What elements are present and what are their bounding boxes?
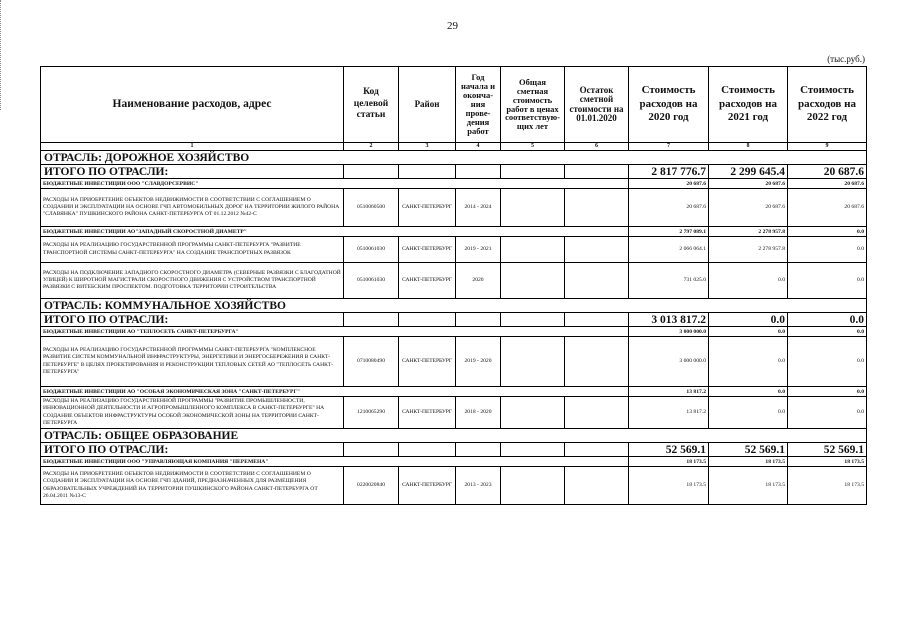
expense-years: 2019 - 2021 — [456, 237, 501, 263]
expense-years: 2014 - 2024 — [456, 189, 501, 227]
column-number: 9 — [788, 143, 867, 151]
expenses-table — [40, 66, 867, 505]
section-title: ОТРАСЛЬ: ОБЩЕЕ ОБРАЗОВАНИЕ — [41, 429, 867, 443]
empty-cell — [565, 165, 629, 179]
section-title: ОТРАСЛЬ: ДОРОЖНОЕ ХОЗЯЙСТВО — [41, 151, 867, 165]
expense-text: РАСХОДЫ НА ПОДКЛЮЧЕНИЕ ЗАПАДНОГО СКОРОСТНОГО ДИАМЕТРА (СЕВЕРНЫЕ РАЗВЯЗКИ С БЛАГОДАТНОЙ УЛИЦЕЙ) К ШИРОТНОЙ МАГИСТРАЛИ СКОРОСТНОГО ДВИЖЕНИЯ С УСТРОЙСТВОМ ТРАНСПОРТНОЙ РАЗВЯЗКИ С ВИТЕБСКИМ ПРОСПЕКТОМ. ПОДГОТОВКА ТЕРРИТОРИИ СТРОИТЕЛЬСТВА — [41, 263, 344, 299]
col-code-header: Код целевой статьи — [344, 67, 399, 143]
expense-2021: 0.0 — [709, 263, 788, 299]
section-total-row — [41, 313, 867, 327]
column-number: 8 — [709, 143, 788, 151]
section-total-row — [41, 165, 867, 179]
expense-2020: 2 066 064.1 — [629, 237, 709, 263]
empty-cell — [399, 313, 456, 327]
expense-code: 1210065290 — [344, 397, 399, 429]
empty-cell — [565, 263, 629, 299]
expense-code: 0510060500 — [344, 189, 399, 227]
empty-cell — [565, 337, 629, 387]
total-label: ИТОГО ПО ОТРАСЛИ: — [41, 313, 344, 327]
expense-2021: 2 278 957.8 — [709, 237, 788, 263]
investment-2021: 0.0 — [709, 327, 788, 337]
empty-cell — [565, 443, 629, 457]
investment-row — [41, 179, 867, 189]
section-row — [41, 151, 867, 165]
expense-text: РАСХОДЫ НА ПРИОБРЕТЕНИЕ ОБЪЕКТОВ НЕДВИЖИМОСТИ В СООТВЕТСТВИИ С СОГЛАШЕНИЕМ О СОЗДАНИИ И ЭКСПЛУАТАЦИИ НА ОСНОВЕ ГЧП ЗДАНИЙ, ПРЕДНАЗНАЧЕННЫХ ДЛЯ РАЗМЕЩЕНИЯ ОБРАЗОВАТЕЛЬНЫХ УЧРЕЖДЕНИЙ НА ТЕРРИТОРИИ ПУШКИНСКОГО РАЙОНА САНКТ-ПЕТЕРБУРГА ОТ 26.04.2011 №13-С — [41, 467, 344, 505]
units-label: (тыс.руб.) — [827, 54, 865, 64]
investment-2020: 18 173.5 — [629, 457, 709, 467]
investment-2020: 20 687.6 — [629, 179, 709, 189]
expense-row — [41, 189, 867, 227]
column-number: 7 — [629, 143, 709, 151]
total-2022: 52 569.1 — [788, 443, 867, 457]
expense-2021: 20 687.6 — [709, 189, 788, 227]
empty-cell — [565, 237, 629, 263]
expense-2020: 3 000 000.0 — [629, 337, 709, 387]
expense-years: 2019 - 2020 — [456, 337, 501, 387]
investment-label: БЮДЖЕТНЫЕ ИНВЕСТИЦИИ АО "ТЕПЛОСЕТЬ САНКТ-ПЕТЕРБУРГА" — [41, 327, 629, 337]
investment-row — [41, 327, 867, 337]
investment-label: БЮДЖЕТНЫЕ ИНВЕСТИЦИИ АО"ЗАПАДНЫЙ СКОРОСТНОЙ ДИАМЕТР" — [41, 227, 629, 237]
expense-text: РАСХОДЫ НА ПРИОБРЕТЕНИЕ ОБЪЕКТОВ НЕДВИЖИМОСТИ В СООТВЕТСТВИИ С СОГЛАШЕНИЕМ О СОЗДАНИИ И ЭКСПЛУАТАЦИИ НА ОСНОВЕ ГЧП АВТОМОБИЛЬНЫХ ДОРОГ НА ТЕРРИТОРИИ ЖИЛОГО РАЙОНА "СЛАВЯНКА" ПУШКИНСКОГО РАЙОНА САНКТ-ПЕТЕРБУРГА ОТ 01.12.2012 №42-С — [41, 189, 344, 227]
empty-cell — [456, 165, 501, 179]
column-number: 1 — [41, 143, 344, 151]
empty-cell — [456, 313, 501, 327]
column-number: 3 — [399, 143, 456, 151]
investment-label: БЮДЖЕТНЫЕ ИНВЕСТИЦИИ АО "ОСОБАЯ ЭКОНОМИЧЕСКАЯ ЗОНА "САНКТ-ПЕТЕРБУРГ" — [41, 387, 629, 397]
section-row — [41, 299, 867, 313]
empty-cell — [344, 313, 399, 327]
empty-cell — [399, 165, 456, 179]
expense-2021: 0.0 — [709, 397, 788, 429]
expense-text: РАСХОДЫ НА РЕАЛИЗАЦИЮ ГОСУДАРСТВЕННОЙ ПРОГРАММЫ "РАЗВИТИЕ ПРОМЫШЛЕННОСТИ, ИННОВАЦИОННОЙ ДЕЯТЕЛЬНОСТИ И АГРОПРОМЫШЛЕННОГО КОМПЛЕКСА В САНКТ-ПЕТЕРБУРГЕ" НА СОЗДАНИЕ ОБЪЕКТОВ ИНФРАСТРУКТУРЫ ОСОБОЙ ЭКОНОМИЧЕСКОЙ ЗОНЫ НА ТЕРРИТОРИИ САНКТ-ПЕТЕРБУРГА — [41, 397, 344, 429]
investment-2022: 0.0 — [788, 387, 867, 397]
empty-cell — [501, 397, 565, 429]
scan-edge — [0, 0, 4, 110]
investment-2021: 18 173.5 — [709, 457, 788, 467]
empty-cell — [344, 443, 399, 457]
expense-district: САНКТ-ПЕТЕРБУРГ — [399, 237, 456, 263]
col-cost2021-header: Стоимость расходов на 2021 год — [709, 67, 788, 143]
total-label: ИТОГО ПО ОТРАСЛИ: — [41, 443, 344, 457]
expense-code: 0710080490 — [344, 337, 399, 387]
expense-years: 2018 - 2020 — [456, 397, 501, 429]
column-number: 4 — [456, 143, 501, 151]
total-2022: 0.0 — [788, 313, 867, 327]
expense-2022: 0.0 — [788, 263, 867, 299]
empty-cell — [501, 189, 565, 227]
empty-cell — [501, 337, 565, 387]
expense-2020: 731 025.0 — [629, 263, 709, 299]
empty-cell — [501, 237, 565, 263]
empty-cell — [501, 313, 565, 327]
col-district-header: Район — [399, 67, 456, 143]
expense-2021: 18 173.5 — [709, 467, 788, 505]
expense-row — [41, 337, 867, 387]
investment-row — [41, 227, 867, 237]
expense-years: 2013 - 2023 — [456, 467, 501, 505]
investment-2022: 0.0 — [788, 227, 867, 237]
expense-text: РАСХОДЫ НА РЕАЛИЗАЦИЮ ГОСУДАРСТВЕННОЙ ПРОГРАММЫ САНКТ-ПЕТЕРБУРГА "РАЗВИТИЕ ТРАНСПОРТНОЙ СИСТЕМЫ САНКТ-ПЕТЕРБУРГА" НА СОЗДАНИЕ ТРАНСПОРТНЫХ РАЗВЯЗОК — [41, 237, 344, 263]
expense-2020: 13 817.2 — [629, 397, 709, 429]
empty-cell — [501, 165, 565, 179]
investment-2020: 3 000 000.0 — [629, 327, 709, 337]
expense-district: САНКТ-ПЕТЕРБУРГ — [399, 189, 456, 227]
section-row — [41, 429, 867, 443]
total-label: ИТОГО ПО ОТРАСЛИ: — [41, 165, 344, 179]
expense-code: 0220020840 — [344, 467, 399, 505]
expense-2022: 0.0 — [788, 237, 867, 263]
expense-code: 0510061030 — [344, 263, 399, 299]
col-years-header: Год начала и оконча-ния прове-дения работ — [456, 67, 501, 143]
investment-2021: 0.0 — [709, 387, 788, 397]
investment-2022: 18 173.5 — [788, 457, 867, 467]
expense-text: РАСХОДЫ НА РЕАЛИЗАЦИЮ ГОСУДАРСТВЕННОЙ ПРОГРАММЫ САНКТ-ПЕТЕРБУРГА "КОМПЛЕКСНОЕ РАЗВИТИЕ СИСТЕМ КОММУНАЛЬНОЙ ИНФРАСТРУКТУРЫ, ЭНЕРГЕТИКИ И ЭНЕРГОСБЕРЕЖЕНИЯ В САНКТ-ПЕТЕРБУРГЕ" В ЦЕЛЯХ ПРОЕКТИРОВАНИЯ И РЕКОНСТРУКЦИИ ТЕПЛОВЫХ СЕТЕЙ АО "ТЕПЛОСЕТЬ САНКТ-ПЕТЕРБУРГА" — [41, 337, 344, 387]
expense-district: САНКТ-ПЕТЕРБУРГ — [399, 337, 456, 387]
expense-row — [41, 263, 867, 299]
expense-district: САНКТ-ПЕТЕРБУРГ — [399, 467, 456, 505]
empty-cell — [399, 443, 456, 457]
expense-2022: 0.0 — [788, 397, 867, 429]
section-total-row — [41, 443, 867, 457]
header-row — [41, 67, 867, 143]
expense-2021: 0.0 — [709, 337, 788, 387]
investment-2022: 20 687.6 — [788, 179, 867, 189]
column-number: 5 — [501, 143, 565, 151]
expense-district: САНКТ-ПЕТЕРБУРГ — [399, 263, 456, 299]
expense-district: САНКТ-ПЕТЕРБУРГ — [399, 397, 456, 429]
empty-cell — [501, 443, 565, 457]
investment-row — [41, 387, 867, 397]
empty-cell — [565, 189, 629, 227]
empty-cell — [565, 467, 629, 505]
column-number-row — [41, 143, 867, 151]
empty-cell — [565, 397, 629, 429]
investment-2020: 13 817.2 — [629, 387, 709, 397]
empty-cell — [501, 263, 565, 299]
total-2021: 2 299 645.4 — [709, 165, 788, 179]
empty-cell — [344, 165, 399, 179]
expense-2020: 20 687.6 — [629, 189, 709, 227]
section-title: ОТРАСЛЬ: КОММУНАЛЬНОЕ ХОЗЯЙСТВО — [41, 299, 867, 313]
total-2020: 2 817 776.7 — [629, 165, 709, 179]
col-cost2022-header: Стоимость расходов на 2022 год — [788, 67, 867, 143]
expense-2022: 20 687.6 — [788, 189, 867, 227]
col-cost2020-header: Стоимость расходов на 2020 год — [629, 67, 709, 143]
expense-years: 2020 — [456, 263, 501, 299]
investment-2022: 0.0 — [788, 327, 867, 337]
investment-2021: 20 687.6 — [709, 179, 788, 189]
expense-2022: 18 173.5 — [788, 467, 867, 505]
empty-cell — [501, 467, 565, 505]
investment-label: БЮДЖЕТНЫЕ ИНВЕСТИЦИИ ООО "СЛАВДОРСЕРВИС" — [41, 179, 629, 189]
total-2021: 0.0 — [709, 313, 788, 327]
col-name-header: Наименование расходов, адрес — [41, 67, 344, 143]
empty-cell — [456, 443, 501, 457]
investment-row — [41, 457, 867, 467]
total-2021: 52 569.1 — [709, 443, 788, 457]
col-total-cost-header: Общая сметная стоимость работ в ценах соответствую-щих лет — [501, 67, 565, 143]
investment-2020: 2 797 089.1 — [629, 227, 709, 237]
col-remainder-header: Остаток сметной стоимости на 01.01.2020 — [565, 67, 629, 143]
total-2020: 3 013 817.2 — [629, 313, 709, 327]
page-number: 29 — [447, 20, 458, 32]
investment-label: БЮДЖЕТНЫЕ ИНВЕСТИЦИИ ООО "УПРАВЛЯЮЩАЯ КОМПАНИЯ "ПЕРЕМЕНА" — [41, 457, 629, 467]
total-2022: 20 687.6 — [788, 165, 867, 179]
column-number: 2 — [344, 143, 399, 151]
expense-row — [41, 237, 867, 263]
expense-row — [41, 467, 867, 505]
empty-cell — [565, 313, 629, 327]
column-number: 6 — [565, 143, 629, 151]
expense-code: 0510061030 — [344, 237, 399, 263]
expense-2020: 18 173.5 — [629, 467, 709, 505]
total-2020: 52 569.1 — [629, 443, 709, 457]
expense-2022: 0.0 — [788, 337, 867, 387]
investment-2021: 2 278 957.8 — [709, 227, 788, 237]
expense-row — [41, 397, 867, 429]
